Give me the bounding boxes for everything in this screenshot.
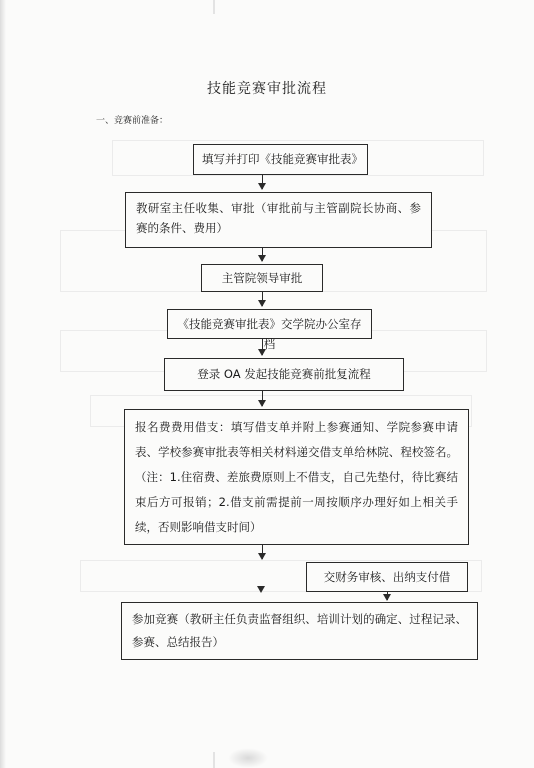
flow-step-7: 交财务审核、出纳支付借 [306,562,468,592]
section-heading: 一、竞赛前准备： [96,116,169,126]
scan-edge-shadow [0,0,6,768]
flow-step-8: 参加竞赛（教研主任负责监督组织、培训计划的确定、过程记录、参赛、总结报告） [121,602,478,660]
flow-arrow [262,545,263,559]
fold-mark-top [213,0,215,14]
flow-arrow [387,592,388,600]
flow-step-3: 主管院领导审批 [201,264,323,292]
flow-step-1: 填写并打印《技能竞赛审批表》 [193,144,368,175]
flow-arrow [262,391,263,406]
fold-mark-bottom [213,752,215,768]
flow-arrow [262,292,263,306]
flow-step-4: 《技能竞赛审批表》交学院办公室存档 [167,309,372,339]
flow-arrow [262,248,263,261]
flow-step-5: 登录 OA 发起技能竞赛前批复流程 [164,358,404,391]
flow-arrow [262,175,263,189]
bottom-stamp-mark [228,748,268,768]
document-title: 技能竞赛审批流程 [207,81,327,97]
flow-step-2: 教研室主任收集、审批（审批前与主管副院长协商、参赛的条件、费用） [125,192,432,248]
flow-arrow [262,339,263,355]
flow-step-6: 报名费费用借支：填写借支单并附上参赛通知、学院参赛申请表、学校参赛审批表等相关材料递交借支单给林院、程校签名。（注：1.住宿费、差旅费原则上不借支，自己先垫付，待比赛结束后方可报销；2.借支前需提前一周按顺序办理好如上相关手续，否则影响借支时间） [124,409,469,545]
